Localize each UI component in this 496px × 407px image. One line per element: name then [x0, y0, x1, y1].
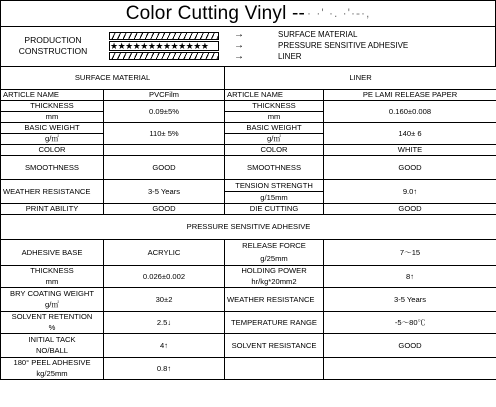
table-row: [1, 90, 496, 101]
row-unit: mm: [1, 112, 104, 123]
table-row: [1, 334, 496, 346]
row-label: SOLVENT RESISTANCE: [225, 334, 324, 358]
row-value: 0.09±5%: [104, 101, 225, 123]
adhesive-layer-swatch: ★★★★★★★★★★★★★: [109, 41, 219, 51]
table-row: [1, 101, 496, 112]
row-label: BASIC WEIGHT: [1, 123, 104, 134]
row-label: DIE CUTTING: [225, 204, 324, 215]
row-label: COLOR: [1, 145, 104, 156]
row-label: [225, 358, 324, 380]
row-value: GOOD: [324, 156, 496, 180]
row-value: 140± 6: [324, 123, 496, 145]
row-label: TENSION STRENGTH: [225, 180, 324, 192]
row-label: ADHESIVE BASE: [1, 240, 104, 266]
layer-label-row: [234, 29, 434, 40]
row-unit: %: [1, 323, 104, 334]
row-label: ARTICLE NAME: [1, 90, 104, 101]
row-value: 9.0↑: [324, 180, 496, 204]
section-header-row: [1, 67, 496, 90]
row-label: RELEASE FORCE: [225, 240, 324, 253]
production-label: [1, 26, 105, 66]
row-unit: g/㎡: [1, 134, 104, 145]
table-row: [1, 123, 496, 134]
row-unit: kg/25mm: [1, 369, 104, 380]
psa-header-row: [1, 215, 496, 240]
row-label: THICKNESS: [1, 266, 104, 277]
row-unit: hr/kg*20mm2: [225, 277, 324, 288]
table-row: [1, 240, 496, 253]
row-label: WEATHER RESISTANCE: [1, 180, 104, 204]
title-text: Color Cutting Vinyl --: [125, 2, 306, 24]
row-label: ARTICLE NAME: [225, 90, 324, 101]
table-row: [1, 288, 496, 300]
layer-label-adhesive: PRESSURE SENSITIVE ADHESIVE: [278, 41, 409, 50]
table-row: [1, 145, 496, 156]
row-value: ACRYLIC: [104, 240, 225, 266]
row-unit: g/㎡: [225, 134, 324, 145]
arrow-right-icon: →: [234, 40, 244, 51]
row-unit: mm: [1, 277, 104, 288]
row-value: 3-5 Years: [324, 288, 496, 312]
layer-diagram: [109, 32, 219, 61]
layer-label-row: [234, 51, 434, 62]
table-row: [1, 358, 496, 369]
row-value: -5～80℃: [324, 312, 496, 334]
row-label: SOLVENT RETENTION: [1, 312, 104, 323]
production-label-line2: CONSTRUCTION: [18, 46, 88, 56]
row-value: 110± 5%: [104, 123, 225, 145]
production-label-line1: PRODUCTION: [24, 35, 82, 45]
row-value: PVCFilm: [104, 90, 225, 101]
row-value: 4↑: [104, 334, 225, 358]
row-value: PE LAMI RELEASE PAPER: [324, 90, 496, 101]
row-value: GOOD: [104, 204, 225, 215]
row-label: SMOOTHNESS: [225, 156, 324, 180]
spec-table: [0, 66, 496, 380]
table-row: [1, 156, 496, 180]
row-value: 30±2: [104, 288, 225, 312]
row-label: THICKNESS: [225, 101, 324, 112]
row-value: 3-5 Years: [104, 180, 225, 204]
row-label: THICKNESS: [1, 101, 104, 112]
psa-header: PRESSURE SENSITIVE ADHESIVE: [1, 215, 496, 240]
production-construction: [0, 26, 496, 67]
row-value: 8↑: [324, 266, 496, 288]
layer-labels: [234, 29, 434, 62]
row-value: GOOD: [324, 204, 496, 215]
layer-label-row: [234, 40, 434, 51]
row-value: GOOD: [324, 334, 496, 358]
liner-layer-swatch: [109, 52, 219, 60]
row-label: PRINT ABILITY: [1, 204, 104, 215]
row-value: WHITE: [324, 145, 496, 156]
row-value: 7～15: [324, 240, 496, 266]
row-unit: g/㎡: [1, 300, 104, 312]
row-label: HOLDING POWER: [225, 266, 324, 277]
layer-label-liner: LINER: [278, 52, 302, 61]
row-value: 0.8↑: [104, 358, 225, 380]
arrow-right-icon: →: [234, 51, 244, 62]
document-title: [0, 0, 496, 27]
row-unit: g/15mm: [225, 192, 324, 204]
arrow-right-icon: →: [234, 29, 244, 40]
row-label: COLOR: [225, 145, 324, 156]
table-row: [1, 266, 496, 277]
surface-layer-swatch: [109, 32, 219, 40]
row-value: [104, 145, 225, 156]
row-label: 180° PEEL ADHESIVE: [1, 358, 104, 369]
layer-label-surface: SURFACE MATERIAL: [278, 30, 358, 39]
row-label: BRY COATING WEIGHT: [1, 288, 104, 300]
liner-header: LINER: [225, 67, 496, 90]
row-label: TEMPERATURE RANGE: [225, 312, 324, 334]
title-smudge: · ·' ·. ·'·-·,: [307, 5, 371, 20]
table-row: [1, 180, 496, 192]
row-label: SMOOTHNESS: [1, 156, 104, 180]
table-row: [1, 204, 496, 215]
row-value: 0.026±0.002: [104, 266, 225, 288]
row-label: BASIC WEIGHT: [225, 123, 324, 134]
table-row: [1, 312, 496, 323]
row-value: 2.5↓: [104, 312, 225, 334]
row-unit: g/25mm: [225, 253, 324, 266]
row-label: WEATHER RESISTANCE: [225, 288, 324, 312]
row-value: 0.160±0.008: [324, 101, 496, 123]
row-value: [324, 358, 496, 380]
row-label: INITIAL TACK: [1, 334, 104, 346]
row-unit: NO/BALL: [1, 346, 104, 358]
surface-material-header: SURFACE MATERIAL: [1, 67, 225, 90]
row-unit: mm: [225, 112, 324, 123]
row-value: GOOD: [104, 156, 225, 180]
